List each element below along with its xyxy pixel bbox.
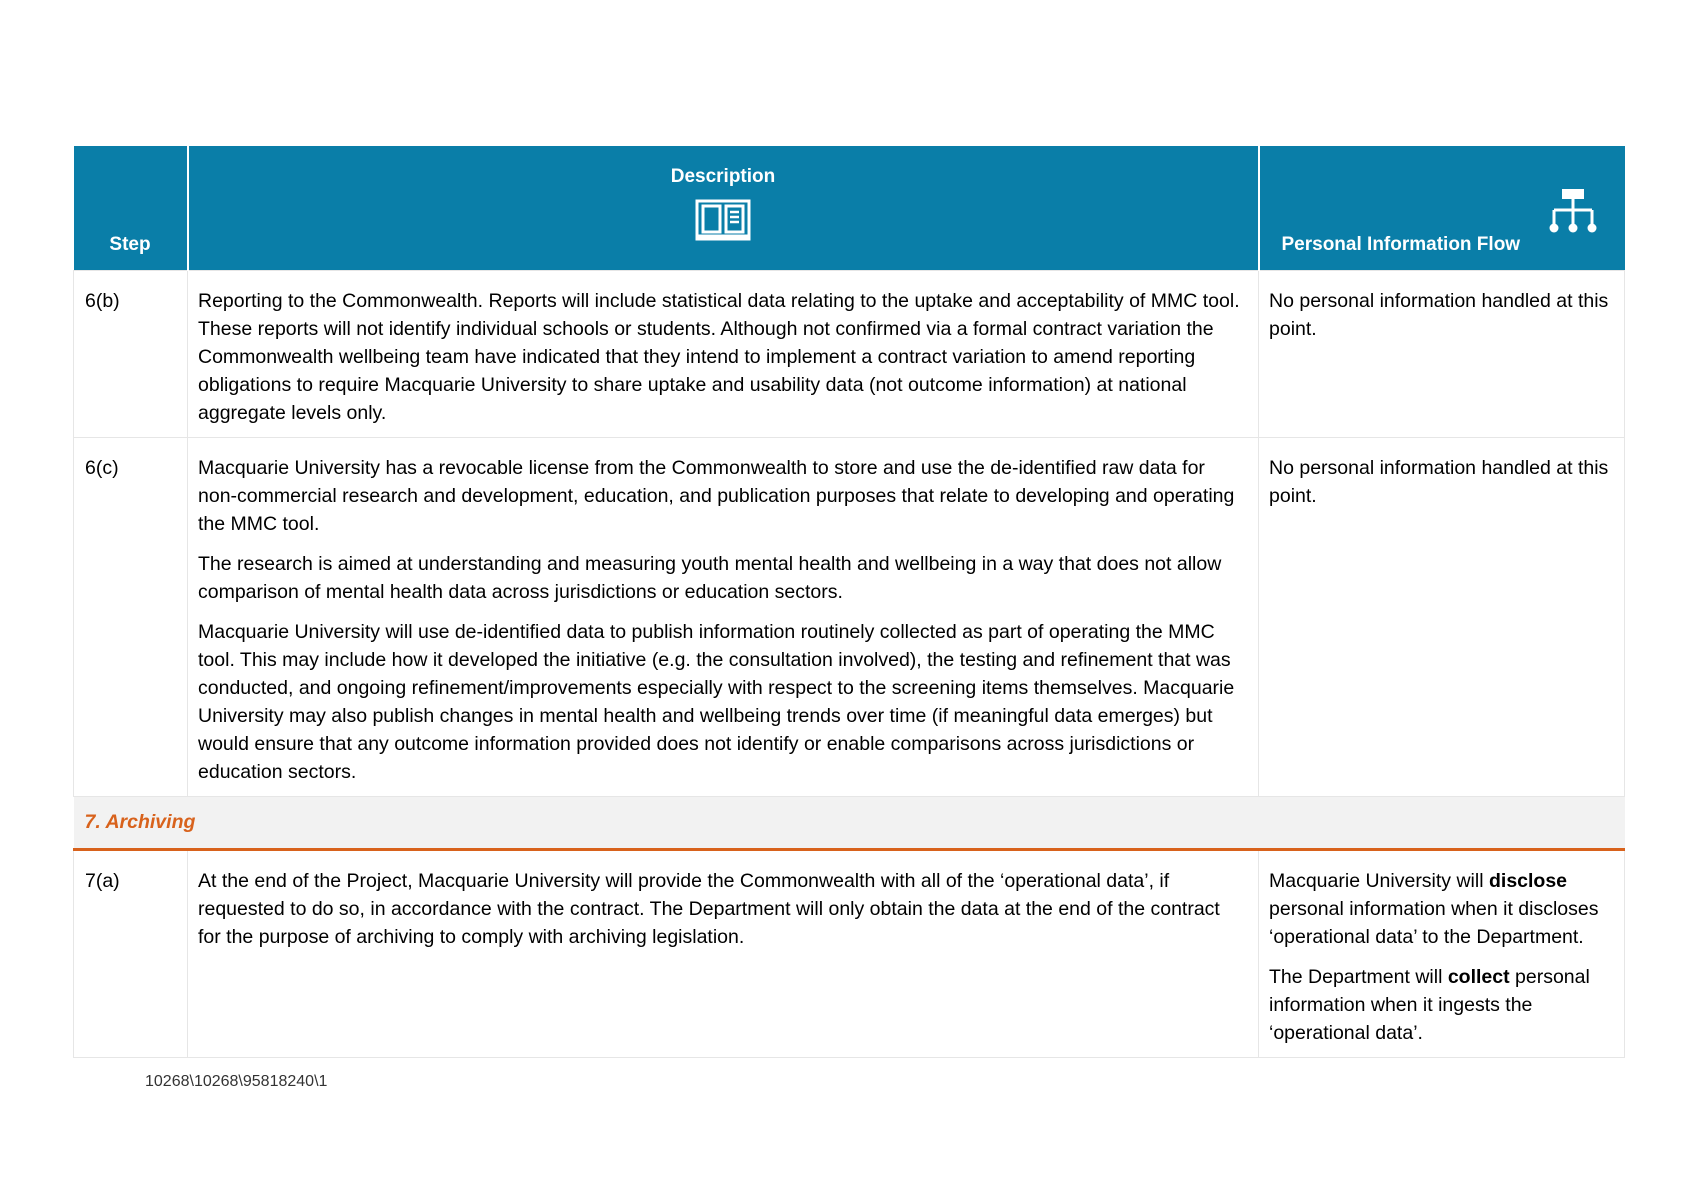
flow-text: Macquarie University will: [1269, 870, 1489, 892]
flow-cell: [1259, 850, 1625, 1058]
section-heading: 7. Archiving: [74, 797, 1625, 850]
step-column-header: Step: [74, 146, 188, 271]
table-row-6c: [74, 438, 1625, 797]
step-cell: 6(b): [74, 271, 188, 438]
description-paragraph: Macquarie University has a revocable license from the Commonwealth to store and use the de-identified raw data for non-commercial research and development, education, and publication purposes that relate to developing and operating the MMC tool.: [198, 457, 1235, 535]
flow-header-label: Personal Information Flow: [1281, 234, 1521, 255]
document-reference: 10268\10268\95818240\1: [145, 1073, 328, 1090]
description-text: At the end of the Project, Macquarie University will provide the Commonwealth with all of the ‘operational data’, if requested to do so, in accordance with the contract. The Department will only obtain the data at the end of the contract for the purpose of archiving to comply with archiving legislation.: [198, 870, 1220, 948]
flow-emphasis: disclose: [1488, 870, 1568, 892]
description-text: Reporting to the Commonwealth. Reports will include statistical data relating to the uptake and acceptability of MMC tool. These reports will not identify individual schools or students. Although not confirmed via a formal contract variation the Commonwealth wellbeing team have indicated that they intend to implement a contract variation to amend reporting obligations to require Macquarie University to share uptake and usability data (not outcome information) at national aggregate levels only.: [198, 290, 1240, 424]
step-cell: 6(c): [74, 438, 188, 797]
org-chart-icon: [1547, 188, 1599, 236]
information-flow-table: [73, 146, 1625, 1058]
flow-paragraph-disclose: [1269, 867, 1612, 951]
section-row-archiving: [74, 797, 1625, 850]
flow-text: The Department will: [1269, 966, 1448, 988]
book-icon: [695, 198, 751, 242]
description-paragraph: The research is aimed at understanding and measuring youth mental health and wellbeing in a way that does not allow comparison of mental health data across jurisdictions or education sectors.: [198, 553, 1222, 603]
flow-cell: [1259, 271, 1625, 438]
flow-text: personal information when it discloses ‘operational data’ to the Department.: [1269, 898, 1599, 948]
flow-column-header: [1259, 146, 1625, 271]
flow-cell: [1259, 438, 1625, 797]
description-cell: [188, 438, 1259, 797]
flow-text: No personal information handled at this point.: [1269, 457, 1609, 507]
flow-paragraph-collect: [1269, 963, 1612, 1047]
step-cell: 7(a): [74, 850, 188, 1058]
table-row-6b: [74, 271, 1625, 438]
description-column-header: [188, 146, 1259, 271]
description-header-label: Description: [670, 166, 776, 187]
flow-text: No personal information handled at this point.: [1269, 290, 1609, 340]
table-header-row: [74, 146, 1625, 271]
flow-emphasis: collect: [1447, 966, 1510, 988]
table-row-7a: [74, 850, 1625, 1058]
description-cell: [188, 271, 1259, 438]
flow-text: personal information when it ingests the ‘operational data’.: [1269, 966, 1590, 1044]
description-paragraph: Macquarie University will use de-identified data to publish information routinely collected as part of operating the MMC tool. This may include how it developed the initiative (e.g. the consultation involved), the testing and refinement that was conducted, and ongoing refinement/improvements especially with respect to the screening items themselves. Macquarie University may also publish changes in mental health and wellbeing trends over time (if meaningful data emerges) but would ensure that any outcome information provided does not identify or enable comparisons across jurisdictions or education sectors.: [198, 621, 1235, 783]
description-cell: [188, 850, 1259, 1058]
